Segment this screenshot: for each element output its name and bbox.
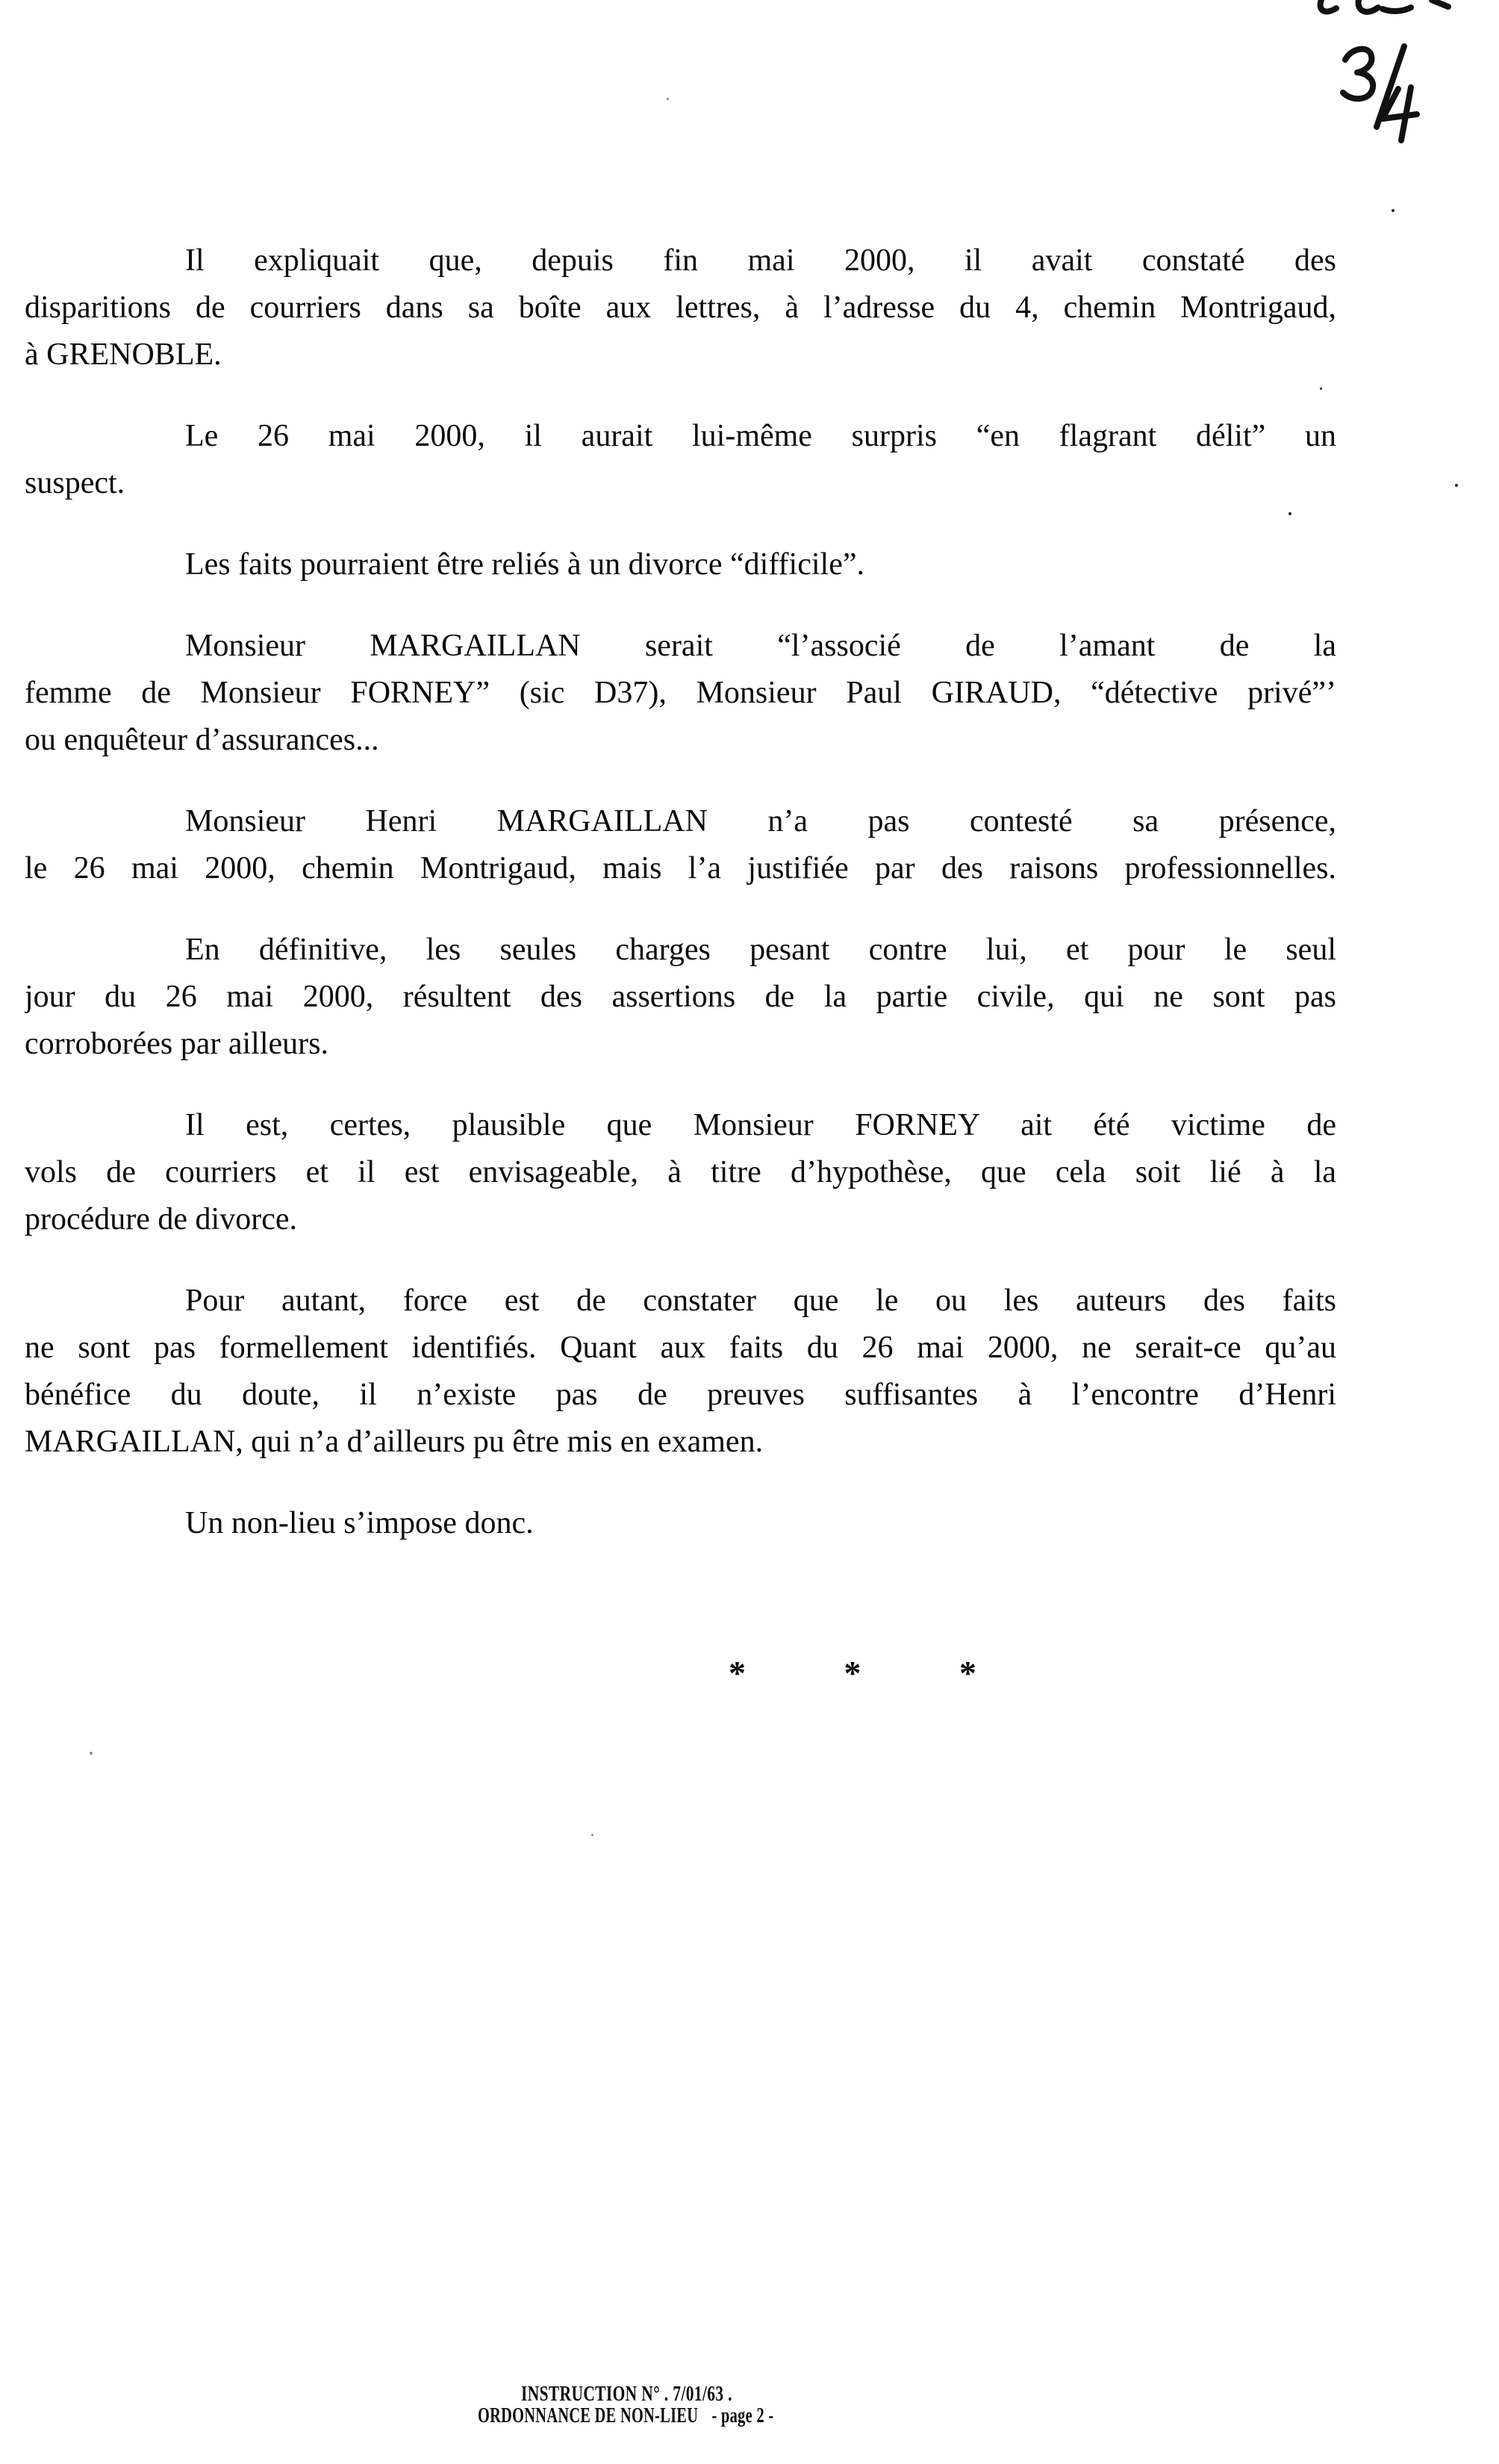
asterisk: * xyxy=(844,1654,861,1692)
text-line: Il est, certes, plausible que Monsieur FORNEY ait été victime de xyxy=(185,1108,1336,1142)
paragraph xyxy=(25,798,1336,892)
paragraph xyxy=(25,1102,1336,1243)
text-line: Pour autant, force est de constater que le ou les auteurs des faits xyxy=(185,1284,1336,1318)
scan-speck xyxy=(1320,388,1322,390)
text-line: ou enquêteur d’assurances... xyxy=(25,723,379,757)
scan-speck xyxy=(1288,512,1291,515)
scan-speck xyxy=(90,1752,93,1755)
text-line: procédure de divorce. xyxy=(25,1202,297,1236)
text-line: En définitive, les seules charges pesant contre lui, et pour le seul xyxy=(185,933,1336,967)
text-line: jour du 26 mai 2000, résultent des assertions de la partie civile, qui ne sont pas xyxy=(25,980,1336,1014)
footer-page-number: - page 2 - xyxy=(711,2404,774,2427)
text-line: Monsieur Henri MARGAILLAN n’a pas contesté sa présence, xyxy=(185,804,1336,839)
paragraph xyxy=(25,413,1336,507)
paragraph xyxy=(25,1500,1336,1547)
handwritten-digit-3 xyxy=(1343,49,1373,99)
text-line: vols de courriers et il est envisageable, à titre d’hypothèse, que cela soit lié à la xyxy=(25,1155,1336,1189)
text-line: Les faits pourraient être reliés à un divorce “difficile”. xyxy=(185,547,864,582)
text-line: à GRENOBLE. xyxy=(25,337,222,372)
paragraph xyxy=(25,927,1336,1068)
footer-title-text: ORDONNANCE DE NON-LIEU xyxy=(478,2404,699,2427)
paragraph xyxy=(25,1278,1336,1466)
handwritten-page-marker xyxy=(1299,0,1486,157)
text-line: MARGAILLAN, qui n’a d’ailleurs pu être mis en examen. xyxy=(25,1425,764,1459)
text-line: ne sont pas formellement identifiés. Quant aux faits du 26 mai 2000, ne serait-ce qu’au xyxy=(25,1331,1336,1365)
text-line: suspect. xyxy=(25,466,125,500)
asterisk: * xyxy=(959,1654,976,1692)
asterisk-separator xyxy=(729,1656,976,1690)
scan-speck xyxy=(1455,484,1458,487)
paragraph xyxy=(25,541,1336,588)
text-line: Il expliquait que, depuis fin mai 2000, il avait constaté des xyxy=(185,243,1336,278)
asterisk: * xyxy=(729,1654,746,1692)
document-body xyxy=(25,237,1336,1581)
text-line: disparitions de courriers dans sa boîte aux lettres, à l’adresse du 4, chemin Montrigaud, xyxy=(25,290,1336,325)
text-line: Monsieur MARGAILLAN serait “l’associé de l’amant de la xyxy=(185,629,1336,663)
scan-speck xyxy=(591,1834,593,1836)
scan-speck xyxy=(667,98,669,100)
text-line: Le 26 mai 2000, il aurait lui-même surpris “en flagrant délit” un xyxy=(185,419,1336,453)
footer-document-title xyxy=(478,2404,774,2428)
text-line: Un non-lieu s’impose donc. xyxy=(185,1506,534,1540)
text-line: corroborées par ailleurs. xyxy=(25,1027,328,1061)
scan-speck xyxy=(1392,209,1394,212)
text-line: bénéfice du doute, il n’existe pas de preuves suffisantes à l’encontre d’Henri xyxy=(25,1378,1336,1412)
footer-instruction-number: INSTRUCTION N° . 7/01/63 . xyxy=(521,2382,732,2406)
paragraph xyxy=(25,623,1336,764)
text-line: le 26 mai 2000, chemin Montrigaud, mais l’a justifiée par des raisons professionnelles. xyxy=(25,851,1336,886)
paragraph xyxy=(25,237,1336,379)
handwritten-mark-cropped xyxy=(1321,0,1448,12)
text-line: femme de Monsieur FORNEY” (sic D37), Monsieur Paul GIRAUD, “détective privé”’ xyxy=(25,676,1336,710)
